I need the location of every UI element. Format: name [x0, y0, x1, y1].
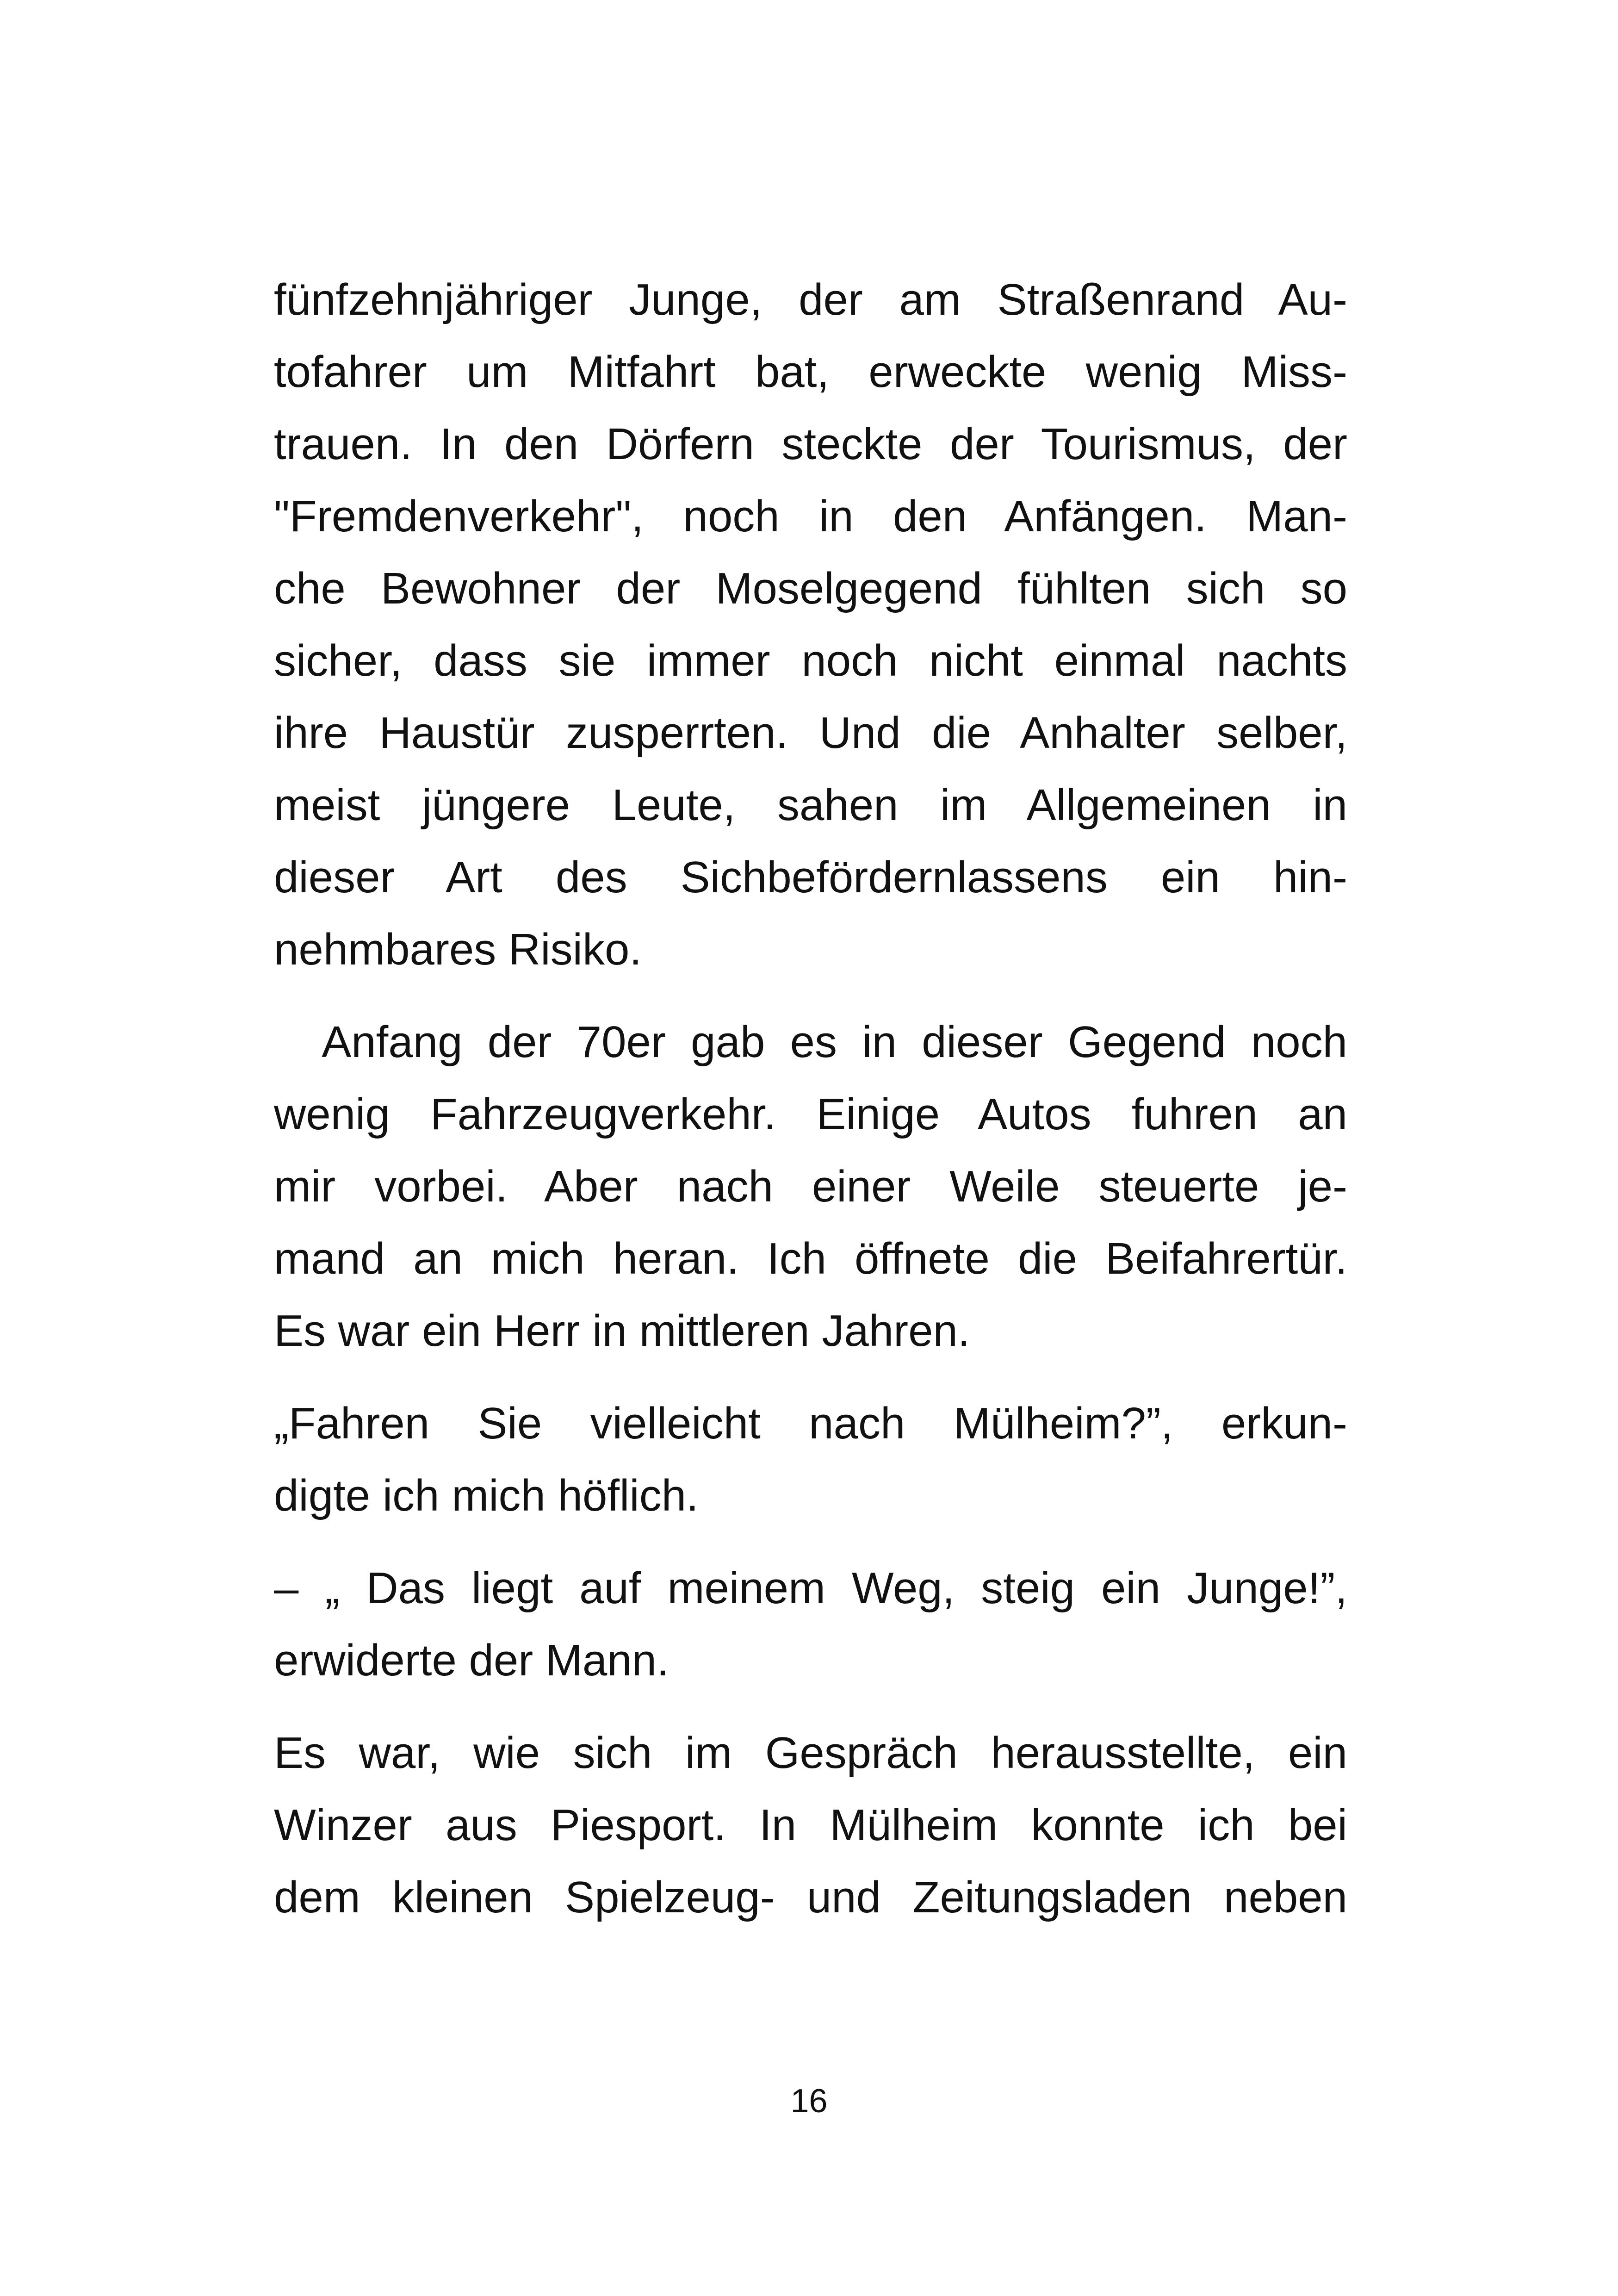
text-line: tofahrer um Mitfahrt bat, erweckte wenig Miss- [274, 347, 1347, 397]
text-line: Winzer aus Piesport. In Mülheim konnte ich bei [274, 1800, 1347, 1850]
text-line: dieser Art des Sichbefördernlassens ein hin- [274, 852, 1347, 902]
text-line: ihre Haustür zusperrten. Und die Anhalter selber, [274, 708, 1347, 758]
text-line: "Fremdenverkehr", noch in den Anfängen. Man- [274, 492, 1347, 541]
text-line: nehmbares Risiko. [274, 925, 642, 974]
text-line: wenig Fahrzeugverkehr. Einige Autos fuhren an [274, 1089, 1347, 1139]
text-line: Anfang der 70er gab es in dieser Gegend noch [274, 1017, 1347, 1067]
text-line: meist jüngere Leute, sahen im Allgemeinen in [274, 780, 1347, 830]
text-line: erwiderte der Mann. [274, 1636, 669, 1685]
text-line: mir vorbei. Aber nach einer Weile steuerte je- [274, 1162, 1347, 1211]
text-line: Es war, wie sich im Gespräch herausstellte, ein [274, 1728, 1347, 1778]
page-number: 16 [790, 2083, 828, 2120]
paragraph-4 [274, 1552, 1347, 1697]
text-line: digte ich mich höflich. [274, 1471, 699, 1520]
text-line: fünfzehnjähriger Junge, der am Straßenrand Au- [274, 275, 1347, 324]
page-text [274, 264, 1347, 1954]
paragraph-5 [274, 1717, 1347, 1934]
paragraph-3 [274, 1388, 1347, 1532]
text-line: Es war ein Herr in mittleren Jahren. [274, 1306, 970, 1356]
text-line: mand an mich heran. Ich öffnete die Beifahrertür. [274, 1234, 1347, 1283]
text-line: che Bewohner der Moselgegend fühlten sich so [274, 564, 1347, 613]
text-line: trauen. In den Dörfern steckte der Tourismus, der [274, 419, 1347, 469]
paragraph-2 [274, 1006, 1347, 1367]
text-line: „Fahren Sie vielleicht nach Mülheim?”, erkun- [274, 1399, 1347, 1448]
paragraph-1 [274, 264, 1347, 986]
text-line: – „ Das liegt auf meinem Weg, steig ein Junge!”, [274, 1563, 1347, 1613]
text-line: dem kleinen Spielzeug- und Zeitungsladen neben [274, 1873, 1347, 1922]
text-line: sicher, dass sie immer noch nicht einmal nachts [274, 636, 1347, 685]
